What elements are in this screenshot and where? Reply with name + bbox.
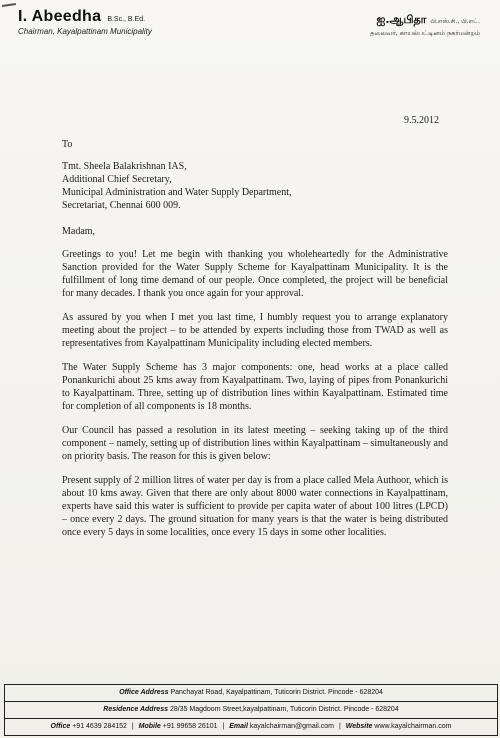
footer-residence-row <box>5 702 497 719</box>
chairman-title: Chairman, Kayalpattinam Municipality <box>18 27 152 36</box>
letterhead-name-line <box>18 8 152 26</box>
paragraph: The Water Supply Scheme has 3 major components: one, head works at a place called Ponankurichi about 25 kms away from Kayalpattinam. Two, laying of pipes from Ponankurichi to Kayalpattinam. Three, setting up of distribution lines within Kayalpattinam. Estimated time for completion of all components is 18 months. <box>62 362 448 412</box>
website-label: Website <box>345 723 373 730</box>
email-address[interactable]: kayalchairman@gmail.com <box>249 723 334 730</box>
paragraph: Our Council has passed a resolution in its latest meeting – seeking taking up of the third component – namely, setting up of distribution lines within Kayalpattinam – simultaneously and on priority basis. The reason for this is given below: <box>62 425 448 462</box>
recipient-address <box>62 160 448 212</box>
recipient-line: Additional Chief Secretary, <box>62 174 172 185</box>
residence-address: 28/35 Magdoom Street,kayalpattinam, Tuticorin District. Pincode - 628204 <box>169 706 399 713</box>
residence-label: Residence Address <box>103 706 168 713</box>
paragraph: Present supply of 2 million litres of water per day is from a place called Mela Authoor, which is about 10 kms away. Given that there are only about 8000 water connections in Kayalpattinam, experts have said this water is sufficient to provide per capita water of about 100 litres (LPCD) – once every 2 days. The ground situation for many years is that the water is being distributed once every 5 days in some localities, once every 15 days in some other localities. <box>62 475 448 538</box>
paragraph: Greetings to you! Let me begin with thanking you wholeheartedly for the Administrative Sanction provided for the Water Supply Scheme for Kayalpattinam Municipality. It is the fulfillment of long time demand of our people. Once completed, the project will be beneficial for many decades. I thank you once again for your approval. <box>62 249 448 299</box>
chairman-name: I. Abeedha <box>18 8 102 25</box>
email-label: Email <box>229 723 248 730</box>
footer-office-row <box>5 685 497 702</box>
to-label: To <box>62 139 73 150</box>
chairman-quals: B.Sc., B.Ed. <box>107 16 146 23</box>
office-label: Office Address <box>119 689 169 696</box>
office-address: Panchayat Road, Kayalpattinam, Tuticorin District. Pincode - 628204 <box>170 689 383 696</box>
tamil-quals: பி.எஸ்.சி., பி.எட். <box>430 18 480 25</box>
phone-label: Office <box>50 723 71 730</box>
corner-mark <box>2 3 16 7</box>
letter-body <box>62 134 448 539</box>
mobile-label: Mobile <box>138 723 161 730</box>
mobile-number: +91 99658 26101 <box>162 723 218 730</box>
paragraph: As assured by you when I met you last time, I humbly request you to arrange explanatory meeting about the project – to be attended by experts including those from TWAD as well as representatives from Kayalpattinam Municipality including elected members. <box>62 312 448 349</box>
separator: | <box>338 723 341 730</box>
salutation: Madam, <box>62 226 96 237</box>
recipient-line: Secretariat, Chennai 600 009. <box>62 200 181 211</box>
recipient-line: Municipal Administration and Water Supply Department, <box>62 187 292 198</box>
phone-number: +91 4639 284152 <box>72 723 127 730</box>
separator: | <box>131 723 134 730</box>
letterhead-left <box>18 8 152 36</box>
recipient-line: Tmt. Sheela Balakrishnan IAS, <box>62 161 187 172</box>
letter-date: 9.5.2012 <box>404 115 439 126</box>
footer-contact-row <box>5 719 497 735</box>
tamil-title: தலைவர், காயல்பட்டினம் நகர்மன்றம் <box>370 29 480 37</box>
separator: | <box>222 723 225 730</box>
letterhead-right-tamil <box>370 10 480 38</box>
tamil-name: ஐ.ஆபிதா <box>376 13 427 26</box>
letter-footer <box>4 684 498 736</box>
website-url[interactable]: www.kayalchairman.com <box>374 723 452 730</box>
